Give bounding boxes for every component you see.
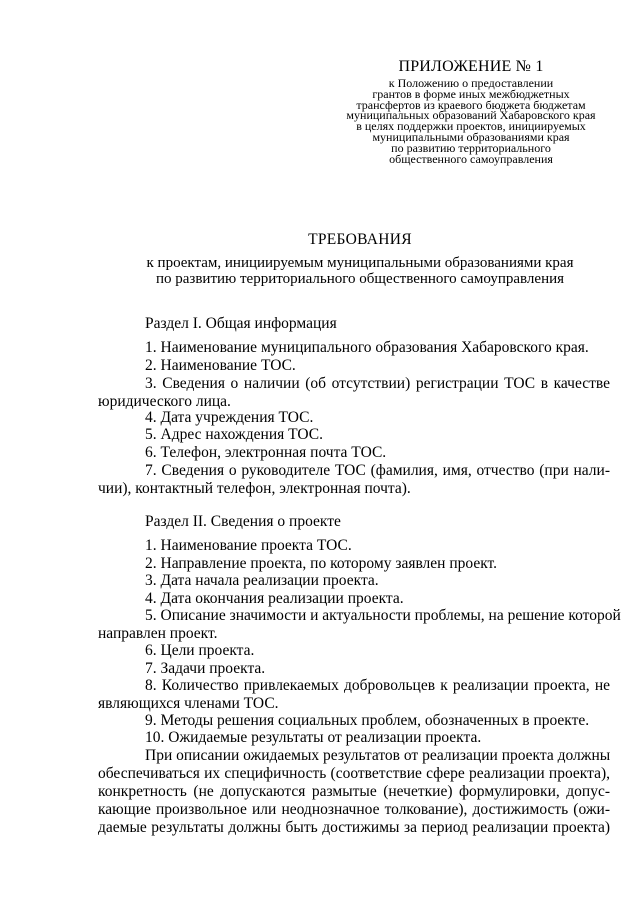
- list-item: 5. Описание значимости и актуальности проблемы, на решение которой: [145, 607, 621, 624]
- list-item: 6. Телефон, электронная почта ТОС.: [145, 444, 387, 461]
- list-item: 3. Сведения о наличии (об отсутствии) регистрации ТОС в качестве: [145, 375, 610, 392]
- paragraph-line: обеспечиваться их специфичность (соответствие сфере реализации проекта),: [98, 765, 610, 782]
- list-item: 4. Дата учреждения ТОС.: [145, 409, 314, 426]
- paragraph-line: даемые результаты должны быть достижимы за период реализации проекта): [98, 819, 610, 836]
- list-item: 5. Адрес нахождения ТОС.: [145, 426, 323, 443]
- annex-line: в целях поддержки проектов, инициируемых: [356, 119, 586, 134]
- paragraph-line: При описании ожидаемых результатов от реализации проекта должны: [145, 747, 611, 764]
- paragraph-line: конкретность (не допускаются размытые (нечеткие) формулировки, допус-: [98, 783, 610, 800]
- list-item: 1. Наименование муниципального образования Хабаровского края.: [145, 339, 589, 356]
- list-item: 2. Наименование ТОС.: [145, 357, 296, 374]
- list-item-continuation: являющихся членами ТОС.: [98, 695, 279, 712]
- list-item: 6. Цели проекта.: [145, 642, 255, 659]
- list-item: 1. Наименование проекта ТОС.: [145, 537, 352, 554]
- list-item: 7. Сведения о руководителе ТОС (фамилия, имя, отчество (при нали-: [145, 462, 610, 479]
- annex-line: к Положению о предоставлении: [388, 76, 554, 90]
- list-item: 7. Задачи проекта.: [145, 660, 266, 677]
- requirements-title: ТРЕБОВАНИЯ: [308, 231, 412, 248]
- section-1-heading: Раздел I. Общая информация: [145, 315, 337, 332]
- list-item-continuation: юридического лица.: [98, 393, 231, 410]
- list-item-continuation: чии), контактный телефон, электронная почта).: [98, 480, 411, 497]
- annex-line: муниципальными образованиями края: [372, 129, 570, 144]
- annex-line: грантов в форме иных межбюджетных: [372, 86, 570, 101]
- list-item: 8. Количество привлекаемых добровольцев к реализации проекта, не: [145, 677, 610, 694]
- requirements-subtitle-line: к проектам, инициируемым муниципальными образованиями края: [146, 255, 574, 271]
- list-item: 10. Ожидаемые результаты от реализации проекта.: [145, 729, 482, 746]
- annex-line: трансфертов из краевого бюджета бюджетам: [356, 97, 586, 112]
- annex-line: муниципальных образований Хабаровского края: [346, 108, 596, 123]
- list-item: 4. Дата окончания реализации проекта.: [145, 590, 404, 607]
- list-item: 9. Методы решения социальных проблем, обозначенных в проекте.: [145, 712, 590, 729]
- paragraph-line: кающие произвольное или неоднозначное толкование), достижимость (ожи-: [98, 801, 610, 818]
- annex-line: общественного самоуправления: [389, 151, 553, 166]
- list-item: 2. Направление проекта, по которому заявлен проект.: [145, 555, 498, 572]
- section-2-heading: Раздел II. Сведения о проекте: [145, 513, 341, 530]
- annex-line: по развитию территориального: [391, 140, 551, 155]
- requirements-subtitle-line: по развитию территориального общественного самоуправления: [155, 271, 565, 287]
- list-item: 3. Дата начала реализации проекта.: [145, 572, 379, 589]
- annex-title: ПРИЛОЖЕНИЕ № 1: [398, 58, 544, 75]
- list-item-continuation: направлен проект.: [98, 625, 218, 642]
